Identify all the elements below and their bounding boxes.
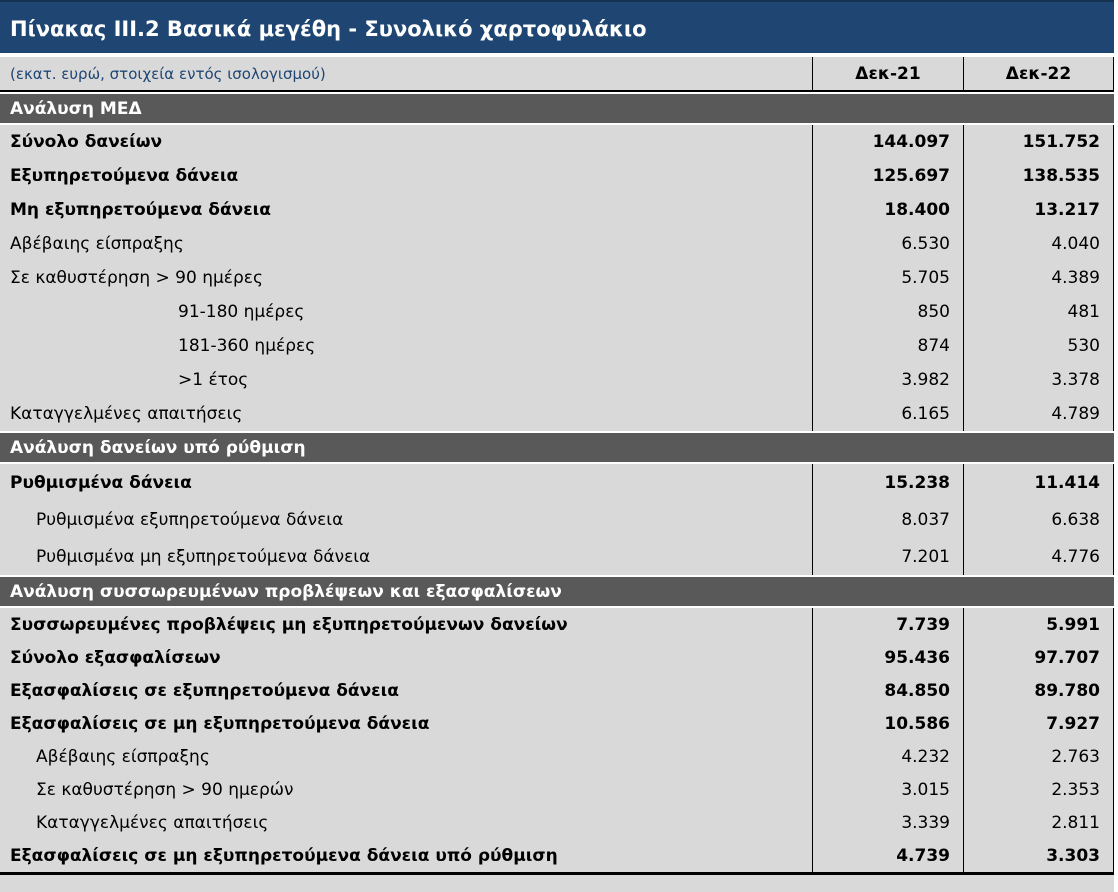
table-row (0, 227, 1114, 261)
value-cell-col-1: 18.400 (812, 193, 963, 227)
value-cell-col-2: 3.303 (963, 839, 1114, 872)
value-cell-col-2: 6.638 (963, 501, 1114, 538)
row-label: Καταγγελμένες απαιτήσεις (10, 404, 243, 424)
row-label: Σύνολο εξασφαλίσεων (10, 647, 221, 668)
row-label: >1 έτος (178, 370, 249, 390)
row-label: Συσσωρευμένες προβλέψεις μη εξυπηρετούμενων δανείων (10, 614, 568, 635)
row-label: 181-360 ημέρες (178, 336, 316, 356)
footer-strip (0, 875, 1114, 892)
value-cell-col-1: 850 (812, 295, 963, 329)
value-cell-col-2: 481 (963, 295, 1114, 329)
unit-note: (εκατ. ευρώ, στοιχεία εντός ισολογισμού) (10, 64, 326, 83)
column-header-dec-22: Δεκ-22 (963, 57, 1114, 90)
value-cell-col-1: 6.165 (812, 397, 963, 431)
table-row (0, 839, 1114, 872)
value-cell-col-1: 4.232 (812, 740, 963, 773)
value-cell-col-2: 151.752 (963, 125, 1114, 159)
section-header: Ανάλυση ΜΕΔ (0, 92, 1114, 125)
value-cell-col-2: 4.040 (963, 227, 1114, 261)
table-row (0, 329, 1114, 363)
table-row (0, 159, 1114, 193)
table-title-bar (0, 0, 1114, 53)
table-title: Πίνακας III.2 Βασικά μεγέθη - Συνολικό χαρτοφυλάκιο (10, 16, 647, 41)
value-cell-col-2: 2.763 (963, 740, 1114, 773)
row-label: Εξυπηρετούμενα δάνεια (10, 166, 239, 186)
value-cell-col-2: 13.217 (963, 193, 1114, 227)
value-cell-col-2: 138.535 (963, 159, 1114, 193)
value-cell-col-1: 3.982 (812, 363, 963, 397)
value-cell-col-1: 3.015 (812, 773, 963, 806)
table-body (0, 92, 1114, 872)
row-label: 91-180 ημέρες (178, 302, 305, 322)
row-label: Σύνολο δανείων (10, 132, 163, 152)
value-cell-col-2: 2.353 (963, 773, 1114, 806)
value-cell-col-1: 874 (812, 329, 963, 363)
value-cell-col-2: 2.811 (963, 806, 1114, 839)
table-row (0, 125, 1114, 159)
table-row (0, 464, 1114, 501)
row-label: Μη εξυπηρετούμενα δάνεια (10, 200, 271, 220)
table-row (0, 806, 1114, 839)
value-cell-col-2: 4.389 (963, 261, 1114, 295)
table-row (0, 707, 1114, 740)
section-header: Ανάλυση συσσωρευμένων προβλέψεων και εξασφαλίσεων (0, 575, 1114, 608)
table-row (0, 674, 1114, 707)
row-label: Εξασφαλίσεις σε εξυπηρετούμενα δάνεια (10, 680, 399, 701)
column-header-dec-21: Δεκ-21 (812, 57, 963, 90)
row-label: Ρυθμισμένα εξυπηρετούμενα δάνεια (36, 509, 344, 530)
value-cell-col-1: 3.339 (812, 806, 963, 839)
value-cell-col-2: 4.776 (963, 538, 1114, 575)
row-label: Εξασφαλίσεις σε μη εξυπηρετούμενα δάνεια υπό ρύθμιση (10, 845, 558, 866)
table-row (0, 740, 1114, 773)
value-cell-col-1: 125.697 (812, 159, 963, 193)
value-cell-col-1: 6.530 (812, 227, 963, 261)
value-cell-col-1: 10.586 (812, 707, 963, 740)
table-row (0, 538, 1114, 575)
row-label: Σε καθυστέρηση > 90 ημέρες (10, 268, 263, 288)
row-label: Ρυθμισμένα μη εξυπηρετούμενα δάνεια (36, 546, 371, 567)
value-cell-col-2: 89.780 (963, 674, 1114, 707)
value-cell-col-2: 5.991 (963, 608, 1114, 641)
table-row (0, 193, 1114, 227)
value-cell-col-2: 3.378 (963, 363, 1114, 397)
table-row (0, 397, 1114, 431)
table-row (0, 608, 1114, 641)
value-cell-col-2: 4.789 (963, 397, 1114, 431)
value-cell-col-1: 15.238 (812, 464, 963, 501)
column-header-row (0, 57, 1114, 92)
table-row (0, 501, 1114, 538)
row-label: Σε καθυστέρηση > 90 ημερών (36, 779, 294, 800)
value-cell-col-1: 4.739 (812, 839, 963, 872)
value-cell-col-1: 84.850 (812, 674, 963, 707)
table-row (0, 363, 1114, 397)
value-cell-col-2: 7.927 (963, 707, 1114, 740)
table-row (0, 295, 1114, 329)
value-cell-col-2: 530 (963, 329, 1114, 363)
row-label: Αβέβαιης είσπραξης (10, 234, 184, 254)
table-row (0, 773, 1114, 806)
row-label: Καταγγελμένες απαιτήσεις (36, 812, 269, 833)
value-cell-col-1: 7.739 (812, 608, 963, 641)
row-label: Ρυθμισμένα δάνεια (10, 472, 192, 493)
value-cell-col-1: 95.436 (812, 641, 963, 674)
value-cell-col-1: 144.097 (812, 125, 963, 159)
table-row (0, 261, 1114, 295)
value-cell-col-1: 7.201 (812, 538, 963, 575)
value-cell-col-1: 8.037 (812, 501, 963, 538)
row-label: Αβέβαιης είσπραξης (36, 746, 210, 767)
value-cell-col-2: 97.707 (963, 641, 1114, 674)
row-label: Εξασφαλίσεις σε μη εξυπηρετούμενα δάνεια (10, 713, 430, 734)
value-cell-col-2: 11.414 (963, 464, 1114, 501)
table-row (0, 641, 1114, 674)
value-cell-col-1: 5.705 (812, 261, 963, 295)
section-header: Ανάλυση δανείων υπό ρύθμιση (0, 431, 1114, 464)
